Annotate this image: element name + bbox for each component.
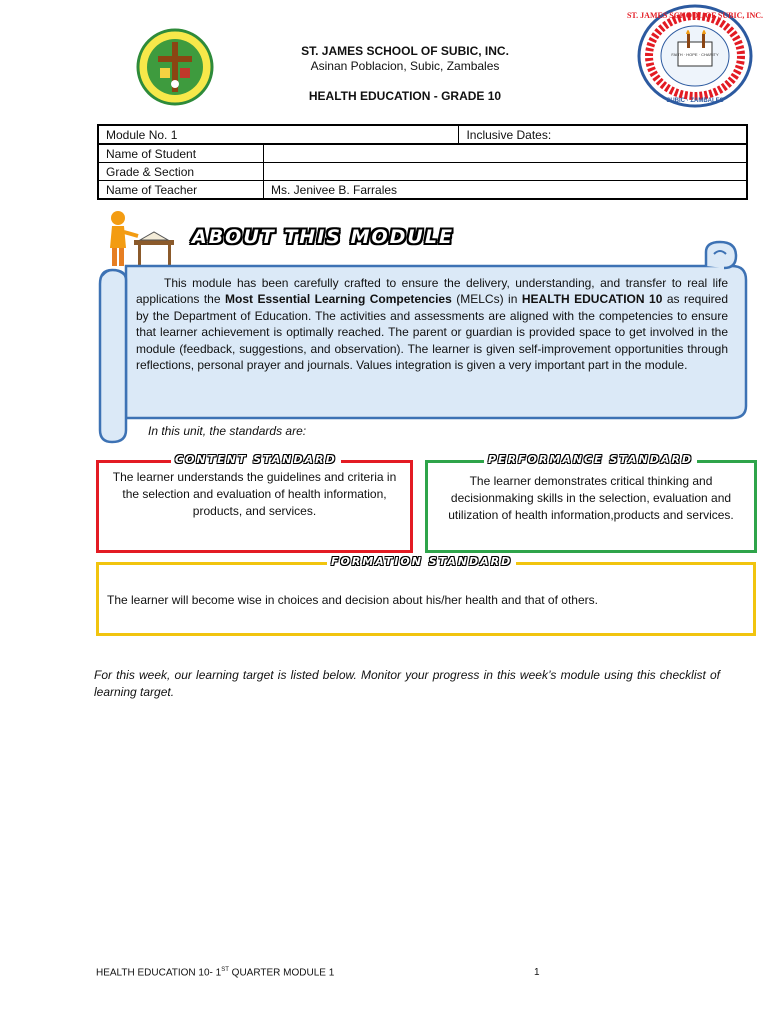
module-no-cell: Module No. 1: [98, 125, 459, 144]
grade-section-label: Grade & Section: [98, 163, 264, 181]
content-standard-box: [96, 453, 413, 553]
formation-standard-box: [96, 555, 756, 636]
school-name: ST. JAMES SCHOOL OF SUBIC, INC.: [301, 44, 509, 58]
svg-text:SUBIC · ZAMBALES: SUBIC · ZAMBALES: [666, 98, 724, 104]
performance-standard-text: The learner demonstrates critical thinking and decisionmaking skills in the selection, evaluation and utilization of health information,products and services.: [448, 474, 734, 522]
table-row: [98, 181, 747, 200]
about-module-title: ABOUT THIS MODULE: [192, 226, 454, 248]
school-address: Asinan Poblacion, Subic, Zambales: [310, 59, 500, 73]
learning-target-intro: For this week, our learning target is listed below. Monitor your progress in this week’s module using this checklist of learning target.: [94, 668, 720, 699]
svg-text:FAITH · HOPE · CHARITY: FAITH · HOPE · CHARITY: [671, 52, 719, 57]
name-of-student-field[interactable]: [264, 144, 748, 163]
about-module-text: This module has been carefully crafted to ensure the delivery, understanding, and transfer to real life applications the Most Essential Learning Competencies (MELCs) in HEALTH EDUCATION 10 as required by the Department of Education. The activities and assessments are aligned with the competencies to ensure that learner achievement is optimally reached. The parent or guardian is provided space to get involved in the module (feedback, suggestions, and observation). The learner is given self-improvement opportunities through reflections, personal prayer and journals. Values integration is given a very important part in the module.: [136, 276, 729, 373]
unit-standards-intro: In this unit, the standards are:: [148, 424, 307, 438]
page-number: 1: [534, 967, 540, 978]
teacher-name-value: Ms. Jenivee B. Farrales: [264, 181, 748, 200]
name-of-teacher-label: Name of Teacher: [98, 181, 264, 200]
subject-title: HEALTH EDUCATION - GRADE 10: [308, 89, 502, 103]
module-info-table: [97, 124, 748, 200]
right-school-logo: [626, 4, 764, 108]
formation-standard-label: FORMATION STANDARD: [327, 555, 516, 568]
grade-section-field[interactable]: [264, 163, 748, 181]
formation-standard-text: The learner will become wise in choices and decision about his/her health and that of others.: [107, 593, 598, 607]
inclusive-dates-cell[interactable]: Inclusive Dates:: [459, 125, 747, 144]
performance-standard-label: PERFORMANCE STANDARD: [484, 453, 697, 466]
name-of-student-label: Name of Student: [98, 144, 264, 163]
table-row: [98, 125, 747, 144]
content-standard-text: The learner understands the guidelines and criteria in the selection and evaluation of health information, products, and services.: [112, 470, 397, 518]
table-row: [98, 163, 747, 181]
footer-module-label: HEALTH EDUCATION 10- 1ST QUARTER MODULE 1: [96, 967, 335, 979]
performance-standard-box: [425, 453, 757, 553]
svg-text:ST. JAMES SCHOOL OF SUBIC, INC: ST. JAMES SCHOOL OF SUBIC, INC.: [626, 11, 764, 20]
content-standard-label: CONTENT STANDARD: [171, 453, 341, 466]
table-row: [98, 144, 747, 163]
